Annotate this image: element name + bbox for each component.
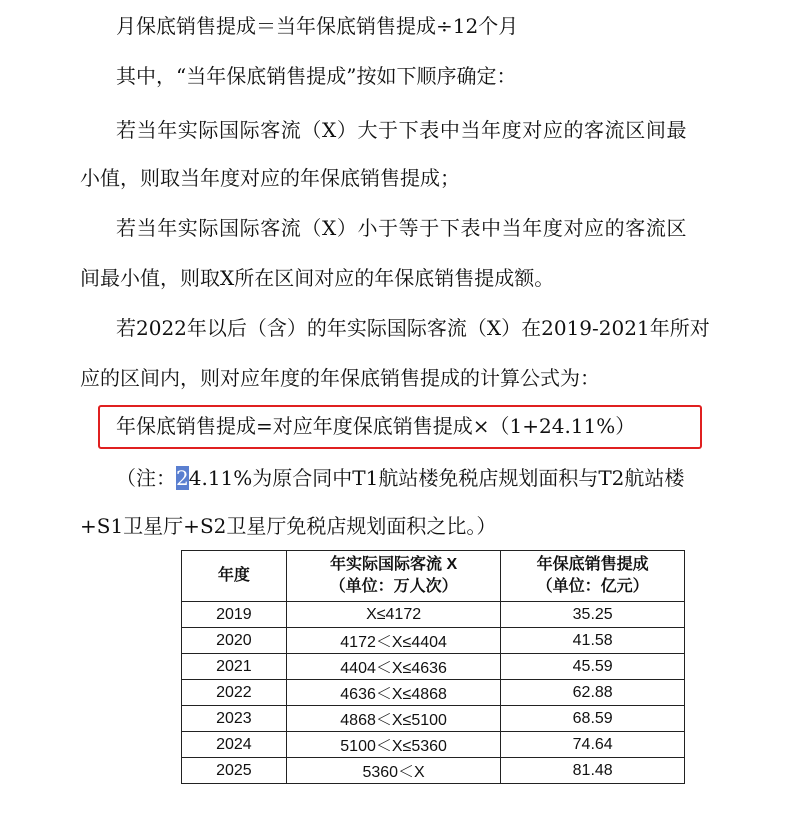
formula-text: 年保底销售提成=对应年度保底销售提成×（1+24.11%）: [116, 414, 636, 438]
paragraph-monthly-formula: 月保底销售提成＝当年保底销售提成÷12个月: [116, 14, 519, 38]
cell-year: 2022: [182, 680, 287, 706]
paragraph-rule3-line1: 若2022年以后（含）的年实际国际客流（X）在2019-2021年所对: [116, 316, 710, 340]
header-passenger-flow: 年实际国际客流 X （单位：万人次）: [286, 551, 501, 602]
paragraph-rule1-line2: 小值，则取当年度对应的年保底销售提成；: [80, 166, 460, 190]
paragraph-order-intro: 其中，“当年保底销售提成”按如下顺序确定：: [116, 64, 517, 88]
note-line2: +S1卫星厅+S2卫星厅免税店规划面积之比。）: [80, 514, 497, 538]
cell-flow-range: 4172＜X≤4404: [286, 628, 501, 654]
cell-commission: 74.64: [501, 732, 685, 758]
cell-commission: 41.58: [501, 628, 685, 654]
cell-year: 2021: [182, 654, 287, 680]
cell-year: 2023: [182, 706, 287, 732]
table-row: [182, 654, 685, 680]
cell-commission: 81.48: [501, 758, 685, 784]
cell-flow-range: X≤4172: [286, 602, 501, 628]
note-line1[interactable]: [116, 464, 684, 492]
table-header-row: [182, 551, 685, 602]
table-row: [182, 706, 685, 732]
text-cursor-selection[interactable]: 2: [176, 466, 189, 490]
paragraph-rule2-line2: 间最小值，则取X所在区间对应的年保底销售提成额。: [80, 266, 555, 290]
cell-flow-range: 4636＜X≤4868: [286, 680, 501, 706]
table-row: [182, 758, 685, 784]
cell-commission: 68.59: [501, 706, 685, 732]
header-commission: 年保底销售提成 （单位：亿元）: [501, 551, 685, 602]
cell-flow-range: 4868＜X≤5100: [286, 706, 501, 732]
paragraph-rule1-line1: 若当年实际国际客流（X）大于下表中当年度对应的客流区间最: [116, 118, 688, 142]
cell-commission: 35.25: [501, 602, 685, 628]
cell-year: 2019: [182, 602, 287, 628]
cell-year: 2024: [182, 732, 287, 758]
paragraph-rule2-line1: 若当年实际国际客流（X）小于等于下表中当年度对应的客流区: [116, 216, 688, 240]
cell-flow-range: 4404＜X≤4636: [286, 654, 501, 680]
paragraph-rule3-line2: 应的区间内，则对应年度的年保底销售提成的计算公式为：: [80, 366, 600, 390]
table-row: [182, 628, 685, 654]
cell-commission: 62.88: [501, 680, 685, 706]
table-row: [182, 680, 685, 706]
header-year: 年度: [182, 551, 287, 602]
minimum-commission-table: [181, 550, 685, 784]
table-row: [182, 732, 685, 758]
cell-year: 2020: [182, 628, 287, 654]
table-row: [182, 602, 685, 628]
cell-flow-range: 5100＜X≤5360: [286, 732, 501, 758]
cell-commission: 45.59: [501, 654, 685, 680]
note-body: 4.11%为原合同中T1航站楼免税店规划面积与T2航站楼: [188, 466, 685, 490]
note-prefix: （注：: [116, 466, 176, 490]
cell-flow-range: 5360＜X: [286, 758, 501, 784]
cell-year: 2025: [182, 758, 287, 784]
